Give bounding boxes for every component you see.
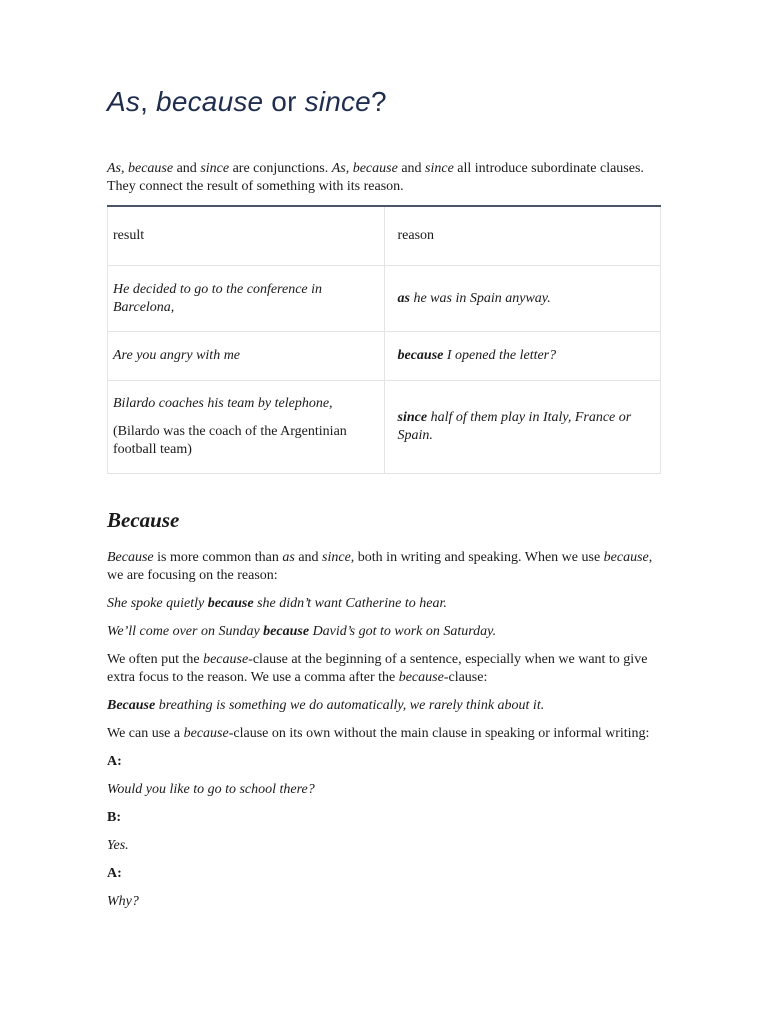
dialogue-speaker: A: — [107, 866, 122, 881]
para-text: -clause at the beginning of a sentence, especially when we want to give extra focus to the reason. We use a comma after the — [107, 652, 648, 685]
intro-text: all introduce subordinate clauses. They connect the result of something with its reason. — [107, 161, 644, 194]
intro-text: since — [425, 161, 454, 176]
example-text: We’ll come over on Sunday — [107, 624, 264, 639]
dialogue-speaker: B: — [107, 810, 121, 825]
para-text: , we are focusing on the reason: — [107, 550, 653, 583]
reason-cell — [384, 381, 661, 474]
result-note: (Bilardo was the coach of the Argentinian football team) — [113, 424, 347, 457]
table-row — [108, 266, 661, 332]
example-text: David’s got to work on Saturday. — [309, 624, 497, 639]
result-reason-table — [107, 205, 661, 474]
para-text: because — [398, 670, 444, 685]
conjunction: because — [397, 348, 444, 363]
intro-text: because — [352, 161, 398, 176]
header-reason: reason — [384, 206, 661, 266]
example-conjunction: because — [263, 624, 310, 639]
para-text: because — [183, 726, 229, 741]
result-cell — [108, 381, 385, 474]
dialogue-line: Why? — [107, 894, 139, 909]
example-conjunction: because — [207, 596, 254, 611]
intro-text: , — [121, 161, 128, 176]
paragraph — [107, 725, 667, 743]
because-section-body — [107, 549, 667, 921]
intro-text: As — [107, 161, 121, 176]
table-row — [108, 332, 661, 381]
example-conjunction: Because — [107, 698, 156, 713]
reason-text: I opened the letter? — [443, 348, 557, 363]
para-text: is more common than — [153, 550, 283, 565]
dialogue-line: Would you like to go to school there? — [107, 782, 315, 797]
intro-paragraph — [107, 160, 667, 196]
result-cell: Are you angry with me — [108, 332, 385, 381]
example-sentence — [107, 595, 667, 613]
para-text: because — [603, 550, 649, 565]
table-header-row — [108, 206, 661, 266]
example-sentence — [107, 697, 667, 715]
example-sentence — [107, 623, 667, 641]
title-sep: , — [140, 86, 157, 117]
conjunction: as — [397, 290, 410, 306]
title-word-as: As — [107, 86, 141, 117]
title-end: ? — [370, 86, 387, 117]
intro-text: are conjunctions. — [229, 161, 332, 176]
intro-text: since — [200, 161, 230, 176]
para-text: since — [322, 550, 351, 565]
dialogue-speaker: A: — [107, 754, 122, 769]
para-text: We often put the — [107, 652, 204, 667]
intro-text: As — [331, 161, 346, 176]
para-text: -clause on its own without the main clause in speaking or informal writing: — [228, 726, 650, 741]
paragraph — [107, 549, 667, 585]
reason-text: half of them play in Italy, France or Spain. — [397, 410, 632, 443]
para-text: Because — [107, 550, 154, 565]
intro-text: and — [173, 161, 201, 176]
reason-cell — [384, 332, 661, 381]
intro-text: , — [345, 161, 353, 176]
intro-text: and — [397, 161, 426, 176]
header-result: result — [108, 206, 385, 266]
para-text: We can use a — [107, 726, 184, 741]
result-text: Bilardo coaches his team by telephone, — [113, 396, 333, 411]
page-title — [107, 86, 387, 118]
para-text: as — [282, 550, 295, 565]
example-text: She spoke quietly — [107, 596, 208, 611]
para-text: and — [294, 550, 323, 565]
reason-text: he was in Spain anyway. — [409, 290, 551, 306]
title-word-since: since — [304, 86, 371, 117]
conjunction: since — [397, 410, 428, 425]
intro-text: because — [128, 161, 174, 176]
section-heading-because: Because — [107, 508, 180, 532]
reason-cell — [384, 266, 661, 332]
title-sep: or — [263, 86, 305, 117]
example-text: she didn’t want Catherine to hear. — [253, 596, 447, 611]
result-cell: He decided to go to the conference in Barcelona, — [108, 266, 385, 332]
para-text: -clause: — [443, 670, 488, 685]
para-text: , both in writing and speaking. When we use — [350, 550, 604, 565]
title-word-because: because — [156, 86, 264, 117]
table-row — [108, 381, 661, 474]
example-text: breathing is something we do automatically, we rarely think about it. — [155, 698, 545, 713]
dialogue-line: Yes. — [107, 838, 129, 853]
para-text: because — [203, 652, 249, 667]
paragraph — [107, 651, 667, 687]
